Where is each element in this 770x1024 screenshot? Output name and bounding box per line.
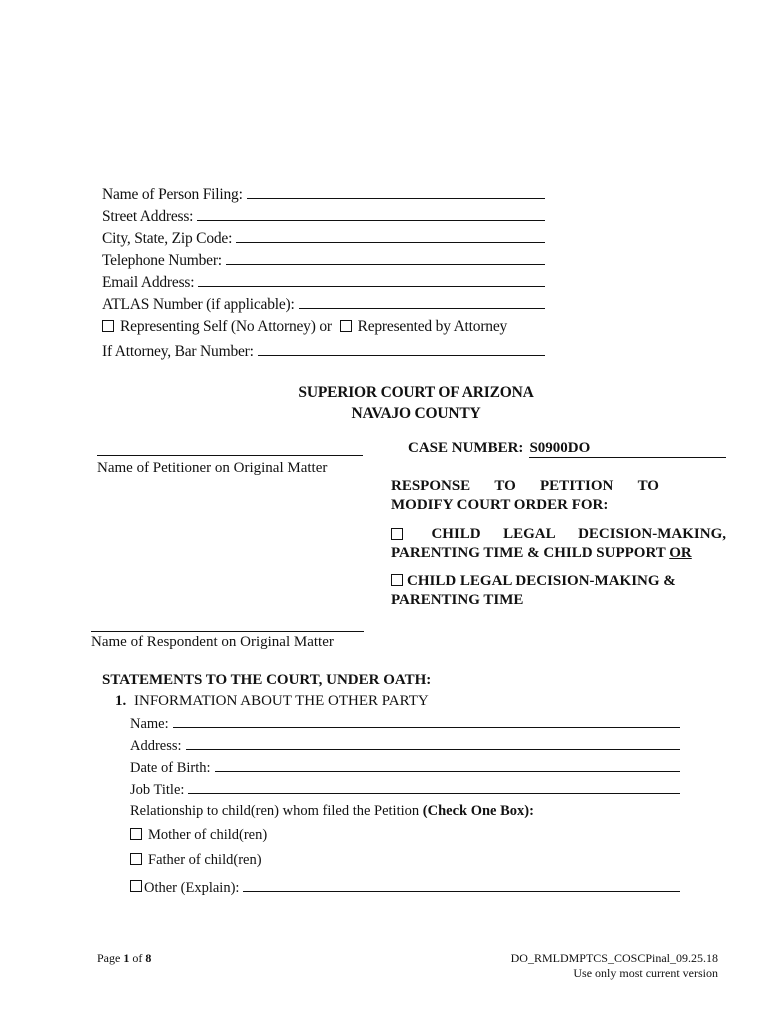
phone-row — [102, 250, 545, 272]
representation-row — [102, 318, 545, 341]
op-dob-row — [130, 757, 680, 779]
attorney-label: Represented by Attorney — [357, 318, 508, 335]
option-word: DECISION-MAKING, — [578, 526, 726, 542]
other-label: Other (Explain): — [144, 880, 240, 896]
filer-info — [102, 184, 545, 363]
page-indicator — [97, 951, 151, 966]
title-word: RESPONSE — [391, 478, 471, 494]
petitioner-line[interactable] — [97, 455, 363, 456]
atlas-label: ATLAS Number (if applicable): — [102, 296, 295, 313]
page-number: 1 — [123, 951, 130, 965]
other-explain-field[interactable] — [243, 877, 680, 892]
section-number: 1. — [115, 693, 127, 709]
option-support-text: PARENTING TIME & CHILD SUPPORT — [391, 545, 666, 561]
op-job-field[interactable] — [188, 779, 680, 794]
filer-name-row — [102, 184, 545, 206]
phone-label: Telephone Number: — [102, 252, 222, 269]
op-address-label: Address: — [130, 738, 182, 754]
op-dob-field[interactable] — [215, 757, 680, 772]
option-word: LEGAL — [503, 526, 556, 542]
father-label: Father of child(ren) — [148, 852, 262, 868]
other-party-fields — [130, 713, 680, 901]
father-row — [130, 852, 680, 877]
mother-label: Mother of child(ren) — [148, 827, 268, 843]
form-code-text: DO_RMLDMPTCS_COSCPinal_09.25.18 — [510, 951, 718, 965]
statements-heading: STATEMENTS TO THE COURT, UNDER OATH: — [102, 672, 432, 688]
op-address-row — [130, 735, 680, 757]
form-code — [460, 951, 718, 981]
op-dob-label: Date of Birth: — [130, 760, 211, 776]
relationship-row — [130, 803, 680, 827]
petitioner-label: Name of Petitioner on Original Matter — [97, 460, 328, 476]
support-checkbox[interactable] — [391, 528, 403, 540]
county-name: NAVAJO COUNTY — [351, 405, 481, 422]
court-name: SUPERIOR COURT OF ARIZONA — [298, 384, 534, 401]
case-title-line1 — [391, 477, 659, 496]
other-checkbox[interactable] — [130, 880, 142, 892]
title-word: PETITION — [540, 478, 614, 494]
self-label: Representing Self (No Attorney) or — [120, 318, 332, 335]
option-no-support-text: CHILD LEGAL DECISION-MAKING & — [407, 573, 676, 589]
title-word: TO — [494, 478, 516, 494]
or-text: OR — [669, 545, 692, 561]
case-number-field[interactable] — [529, 440, 726, 458]
relationship-text: Relationship to child(ren) whom filed the Petition — [130, 803, 420, 819]
email-label: Email Address: — [102, 274, 195, 291]
section-1-title — [115, 693, 429, 710]
relationship-instruction: (Check One Box): — [422, 803, 534, 819]
title-word: TO — [637, 478, 659, 494]
op-name-field[interactable] — [173, 713, 680, 728]
page-total: 8 — [145, 951, 152, 965]
mother-row — [130, 827, 680, 852]
bar-label: If Attorney, Bar Number: — [102, 343, 254, 360]
case-number-label: CASE NUMBER: — [408, 440, 524, 456]
city-row — [102, 228, 545, 250]
mother-checkbox[interactable] — [130, 828, 142, 840]
page-of: of — [132, 951, 143, 965]
city-label: City, State, Zip Code: — [102, 230, 233, 247]
street-row — [102, 206, 545, 228]
version-note: Use only most current version — [573, 966, 718, 980]
page-label: Page — [97, 951, 121, 965]
case-number-prefix: S0900DO — [529, 440, 591, 456]
atlas-field[interactable] — [299, 294, 545, 309]
attorney-checkbox[interactable] — [340, 320, 352, 332]
self-checkbox[interactable] — [102, 320, 114, 332]
atlas-row — [102, 294, 545, 316]
bar-row — [102, 341, 545, 363]
op-address-field[interactable] — [186, 735, 680, 750]
option-word: CHILD — [431, 526, 481, 542]
city-field[interactable] — [236, 228, 545, 243]
option-no-support-line2: PARENTING TIME — [391, 592, 524, 608]
filer-name-label: Name of Person Filing: — [102, 186, 243, 203]
op-name-row — [130, 713, 680, 735]
op-name-label: Name: — [130, 716, 169, 732]
case-number-row — [408, 440, 726, 458]
no-support-checkbox[interactable] — [391, 574, 403, 586]
op-job-row — [130, 779, 680, 801]
option-support-line1 — [391, 525, 726, 544]
respondent-label: Name of Respondent on Original Matter — [91, 634, 334, 650]
court-title — [260, 382, 572, 424]
bar-field[interactable] — [258, 341, 545, 356]
filer-name-field[interactable] — [247, 184, 545, 199]
section-title: INFORMATION ABOUT THE OTHER PARTY — [134, 693, 429, 709]
case-title — [391, 477, 726, 610]
email-field[interactable] — [198, 272, 545, 287]
option-no-support — [391, 572, 726, 610]
street-label: Street Address: — [102, 208, 194, 225]
respondent-line[interactable] — [91, 631, 364, 632]
op-job-label: Job Title: — [130, 782, 185, 798]
option-no-support-line1 — [391, 572, 726, 591]
case-title-line2: MODIFY COURT ORDER FOR: — [391, 497, 609, 513]
phone-field[interactable] — [226, 250, 545, 265]
other-row — [130, 877, 680, 901]
email-row — [102, 272, 545, 294]
father-checkbox[interactable] — [130, 853, 142, 865]
option-support-line2 — [391, 544, 726, 563]
street-field[interactable] — [197, 206, 545, 221]
option-support — [391, 525, 726, 563]
